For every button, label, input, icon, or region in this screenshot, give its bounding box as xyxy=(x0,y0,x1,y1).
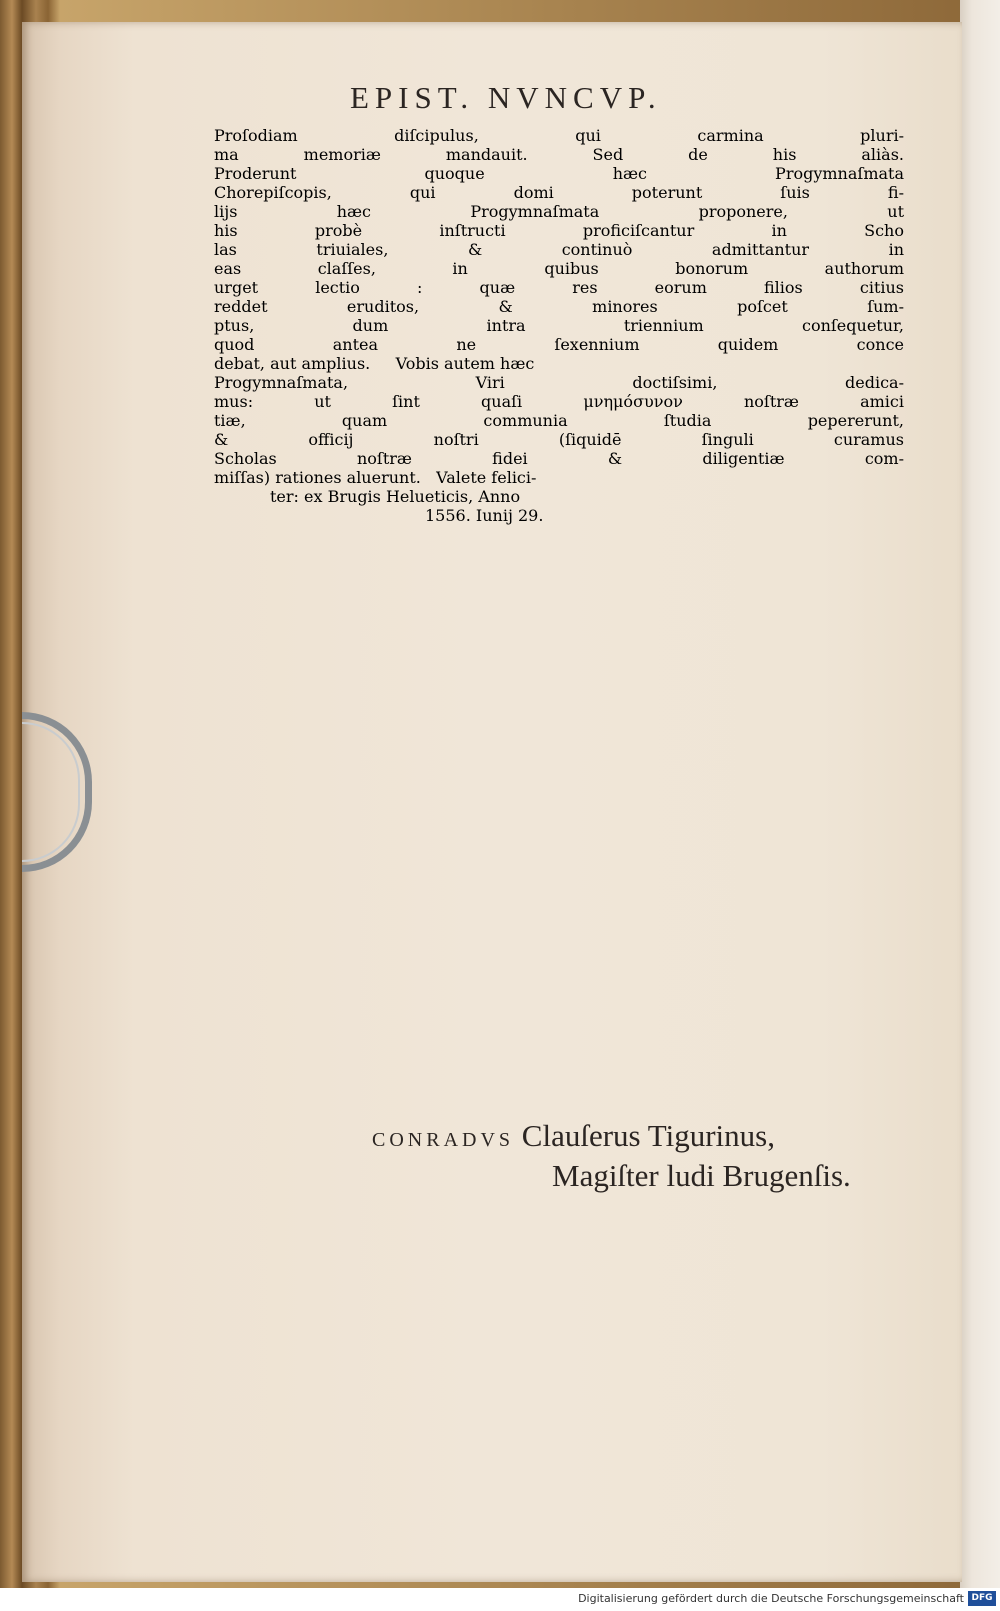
signature-block xyxy=(372,1118,912,1194)
text-line: debat, aut amplius. Vobis autem hæc xyxy=(214,354,535,373)
text-line: las triuiales, & continuò admittantur in xyxy=(214,240,904,259)
text-line: miſſas) rationes aluerunt. Valete felici- xyxy=(214,468,537,487)
text-line: his probè inſtructi proficiſcantur in Scho xyxy=(214,221,904,240)
date-line: 1556. Iunij 29. xyxy=(425,506,544,525)
book-cover-edge xyxy=(960,0,1000,1588)
text-line: Proſodiam diſcipulus, qui carmina pluri- xyxy=(214,126,904,145)
funding-note: Digitalisierung gefördert durch die Deutsche Forschungsgemeinschaft xyxy=(578,1592,964,1605)
text-line: lijs hæc Progymnaſmata proponere, ut xyxy=(214,202,904,221)
text-line: ptus, dum intra triennium conſequetur, xyxy=(214,316,904,335)
text-line: quod antea ne ſexennium quidem conce xyxy=(214,335,904,354)
running-header: EPIST. NVNCVP. xyxy=(350,80,662,115)
text-line: Chorepiſcopis, qui domi poterunt ſuis fi- xyxy=(214,183,904,202)
signature-name-line xyxy=(372,1118,912,1154)
text-line: reddet eruditos, & minores poſcet ſum- xyxy=(214,297,904,316)
signature-title: Magiſter ludi Brugenſis. xyxy=(552,1158,851,1193)
text-line: Scholas noſtræ fidei & diligentiæ com- xyxy=(214,449,904,468)
text-line: eas claſſes, in quibus bonorum authorum xyxy=(214,259,904,278)
text-line: ma memoriæ mandauit. Sed de his aliàs. xyxy=(214,145,904,164)
text-line: & officij noſtri (ſiquidē ſinguli curamus xyxy=(214,430,904,449)
text-line: ter: ex Brugis Helueticis, Anno xyxy=(270,487,521,506)
text-line: Proderunt quoque hæc Progymnaſmata xyxy=(214,164,904,183)
signature-first-name: CONRADVS xyxy=(372,1129,515,1151)
body-text xyxy=(214,126,904,525)
footer-bar xyxy=(0,1588,1000,1611)
text-line: urget lectio : quæ res eorum filios citius xyxy=(214,278,904,297)
text-line: Progymnaſmata, Viri doctiſsimi, dedica- xyxy=(214,373,904,392)
dfg-logo: DFG xyxy=(968,1591,996,1606)
text-line: mus: ut ſint quaſi μνημόσυνον noſtræ amici xyxy=(214,392,904,411)
signature-surname: Clauſerus Tigurinus, xyxy=(521,1118,775,1153)
text-line: tiæ, quam communia ſtudia pepererunt, xyxy=(214,411,904,430)
